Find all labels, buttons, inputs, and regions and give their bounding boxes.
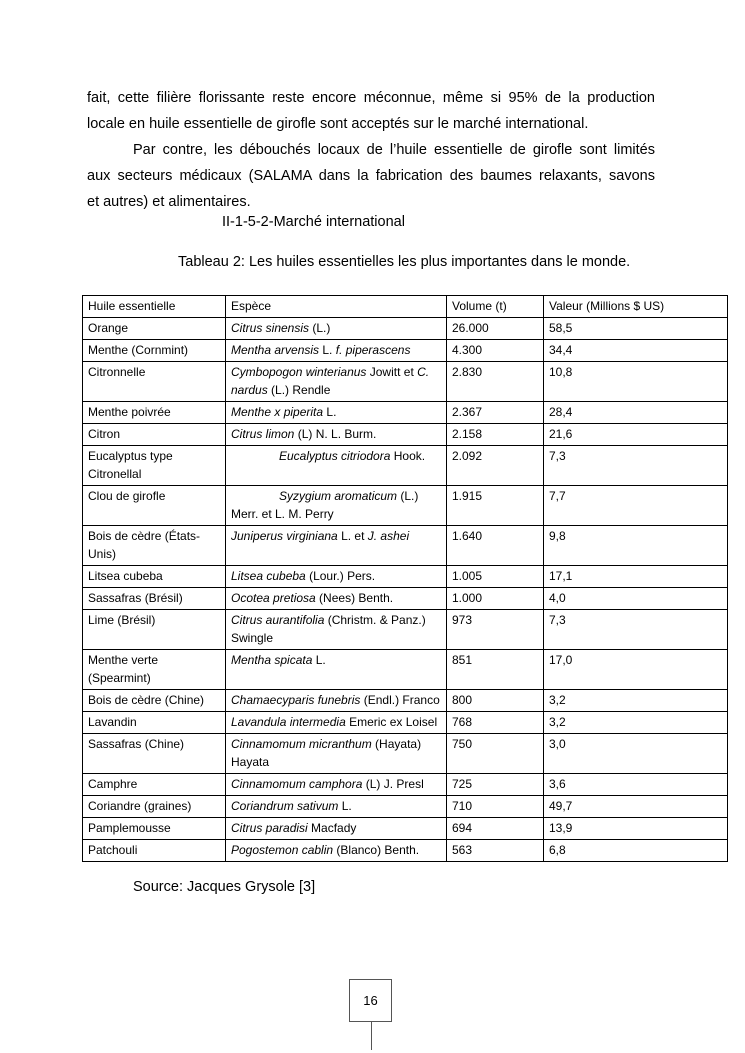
cell-value: 17,1 (544, 566, 728, 588)
table-row (83, 486, 728, 526)
cell-value: 21,6 (544, 424, 728, 446)
species-authority: Macfady (307, 821, 357, 835)
species-latin-name: Syzygium aromaticum (279, 489, 398, 503)
species-latin-name: Pogostemon cablin (231, 843, 334, 857)
cell-species: Juniperus virginiana L. et J. ashei (226, 526, 447, 566)
table-row (83, 566, 728, 588)
cell-oil: Sassafras (Brésil) (83, 588, 226, 610)
cell-species (226, 424, 447, 446)
table-row (83, 774, 728, 796)
page-number: 16 (363, 993, 378, 1008)
species-authority: (L.) (309, 321, 331, 335)
table-body (83, 318, 728, 862)
species-authority: Emeric ex Loisel (345, 715, 438, 729)
table-row (83, 712, 728, 734)
cell-oil: Citronnelle (83, 362, 226, 402)
cell-volume: 800 (447, 690, 544, 712)
cell-species (226, 650, 447, 690)
cell-volume: 4.300 (447, 340, 544, 362)
species-latin-name: Litsea cubeba (231, 569, 306, 583)
cell-value: 3,2 (544, 690, 728, 712)
paragraph-line: Par contre, les débouchés locaux de l’huile essentielle de girofle sont limités (133, 142, 655, 158)
table-row (83, 402, 728, 424)
cell-species: Cymbopogon winterianus Jowitt et C. nardus (L.) Rendle (226, 362, 447, 402)
cell-oil: Camphre (83, 774, 226, 796)
cell-oil: Eucalyptus type Citronellal (83, 446, 226, 486)
species-latin-name: Cinnamomum camphora (231, 777, 363, 791)
species-authority: L. (338, 799, 352, 813)
cell-value: 10,8 (544, 362, 728, 402)
species-authority: L. (312, 653, 326, 667)
cell-oil: Sassafras (Chine) (83, 734, 226, 774)
cell-value: 34,4 (544, 340, 728, 362)
table-row (83, 424, 728, 446)
cell-species: Mentha arvensis L. f. piperascens (226, 340, 447, 362)
cell-oil: Lime (Brésil) (83, 610, 226, 650)
cell-value: 3,6 (544, 774, 728, 796)
species-latin-name: Coriandrum sativum (231, 799, 339, 813)
cell-oil: Menthe (Cornmint) (83, 340, 226, 362)
cell-oil: Lavandin (83, 712, 226, 734)
paragraph-line: aux secteurs médicaux (SALAMA dans la fabrication des baumes relaxants, savons (87, 168, 655, 184)
cell-value: 7,3 (544, 446, 728, 486)
cell-volume: 1.915 (447, 486, 544, 526)
cell-species (226, 402, 447, 424)
table-row (83, 734, 728, 774)
cell-species (226, 446, 447, 486)
cell-oil: Clou de girofle (83, 486, 226, 526)
species-latin-name: Cinnamomum micranthum (231, 737, 372, 751)
species-authority: (Nees) Benth. (315, 591, 394, 605)
cell-species (226, 712, 447, 734)
species-latin-name: Citrus sinensis (231, 321, 310, 335)
table-row (83, 610, 728, 650)
cell-oil: Citron (83, 424, 226, 446)
cell-oil: Menthe verte (Spearmint) (83, 650, 226, 690)
table-row (83, 796, 728, 818)
cell-value: 3,0 (544, 734, 728, 774)
cell-volume: 2.367 (447, 402, 544, 424)
species-latin-name: Menthe x piperita (231, 405, 324, 419)
paragraph-line: et autres) et alimentaires. (87, 194, 251, 210)
cell-oil: Pamplemousse (83, 818, 226, 840)
table-row (83, 526, 728, 566)
cell-volume: 725 (447, 774, 544, 796)
header-oil: Huile essentielle (83, 296, 226, 318)
cell-volume: 973 (447, 610, 544, 650)
cell-volume: 768 (447, 712, 544, 734)
cell-value: 17,0 (544, 650, 728, 690)
essential-oils-table (82, 295, 728, 862)
species-authority: L. (323, 405, 337, 419)
cell-value: 49,7 (544, 796, 728, 818)
species-authority: (Endl.) Franco (360, 693, 440, 707)
species-authority: (L) J. Presl (362, 777, 424, 791)
cell-value: 28,4 (544, 402, 728, 424)
species-authority: (Blanco) Benth. (333, 843, 420, 857)
cell-value: 3,2 (544, 712, 728, 734)
cell-species (226, 734, 447, 774)
species-latin-name: Citrus aurantifolia (231, 613, 325, 627)
table-caption: Tableau 2: Les huiles essentielles les plus importantes dans le monde. (178, 254, 631, 270)
cell-volume: 26.000 (447, 318, 544, 340)
cell-volume: 2.830 (447, 362, 544, 402)
cell-oil: Litsea cubeba (83, 566, 226, 588)
species-latin-name: Citrus limon (231, 427, 295, 441)
cell-volume: 1.000 (447, 588, 544, 610)
cell-volume: 2.158 (447, 424, 544, 446)
cell-species (226, 486, 447, 526)
cell-oil: Patchouli (83, 840, 226, 862)
table-row (83, 340, 728, 362)
page-number-box (349, 979, 392, 1022)
header-species: Espèce (226, 296, 447, 318)
cell-volume: 1.005 (447, 566, 544, 588)
species-authority: (Christm. & Panz.) Swingle (231, 613, 430, 645)
cell-value: 7,7 (544, 486, 728, 526)
cell-oil: Bois de cèdre (États-Unis) (83, 526, 226, 566)
cell-value: 13,9 (544, 818, 728, 840)
cell-volume: 710 (447, 796, 544, 818)
cell-value: 7,3 (544, 610, 728, 650)
header-volume: Volume (t) (447, 296, 544, 318)
paragraph-line: locale en huile essentielle de girofle sont acceptés sur le marché international. (87, 116, 589, 132)
species-latin-name: Citrus paradisi (231, 821, 308, 835)
cell-species (226, 318, 447, 340)
cell-oil: Menthe poivrée (83, 402, 226, 424)
cell-volume: 1.640 (447, 526, 544, 566)
species-latin-name: Lavandula intermedia (231, 715, 346, 729)
species-authority: Hook. (390, 449, 426, 463)
cell-oil: Coriandre (graines) (83, 796, 226, 818)
table-row (83, 690, 728, 712)
table-row (83, 318, 728, 340)
cell-oil: Bois de cèdre (Chine) (83, 690, 226, 712)
cell-value: 9,8 (544, 526, 728, 566)
cell-species (226, 566, 447, 588)
cell-value: 58,5 (544, 318, 728, 340)
table-row (83, 818, 728, 840)
species-authority: (Hayata) Hayata (231, 737, 425, 769)
species-latin-name: Mentha spicata (231, 653, 313, 667)
species-latin-name: Ocotea pretiosa (231, 591, 316, 605)
cell-volume: 694 (447, 818, 544, 840)
table-header-row (83, 296, 728, 318)
table-source: Source: Jacques Grysole [3] (133, 879, 316, 895)
table-row (83, 650, 728, 690)
section-heading: II-1-5-2-Marché international (222, 214, 405, 230)
cell-species (226, 818, 447, 840)
table-row (83, 840, 728, 862)
table-row (83, 362, 728, 402)
cell-volume: 2.092 (447, 446, 544, 486)
cell-species (226, 796, 447, 818)
cell-species (226, 690, 447, 712)
table-row (83, 588, 728, 610)
cell-species (226, 840, 447, 862)
cell-species (226, 588, 447, 610)
table-row (83, 446, 728, 486)
cell-oil: Orange (83, 318, 226, 340)
cell-volume: 851 (447, 650, 544, 690)
species-authority: (L) N. L. Burm. (294, 427, 377, 441)
species-authority: (Lour.) Pers. (305, 569, 376, 583)
cell-volume: 563 (447, 840, 544, 862)
header-value: Valeur (Millions $ US) (544, 296, 728, 318)
species-latin-name: Chamaecyparis funebris (231, 693, 361, 707)
cell-value: 6,8 (544, 840, 728, 862)
species-authority: (L.) Merr. et L. M. Perry (231, 489, 422, 521)
page-number-line (371, 1022, 372, 1050)
cell-value: 4,0 (544, 588, 728, 610)
paragraph-line: fait, cette filière florissante reste encore méconnue, même si 95% de la production (87, 90, 655, 106)
species-latin-name: Eucalyptus citriodora (279, 449, 391, 463)
cell-species (226, 610, 447, 650)
cell-volume: 750 (447, 734, 544, 774)
cell-species (226, 774, 447, 796)
